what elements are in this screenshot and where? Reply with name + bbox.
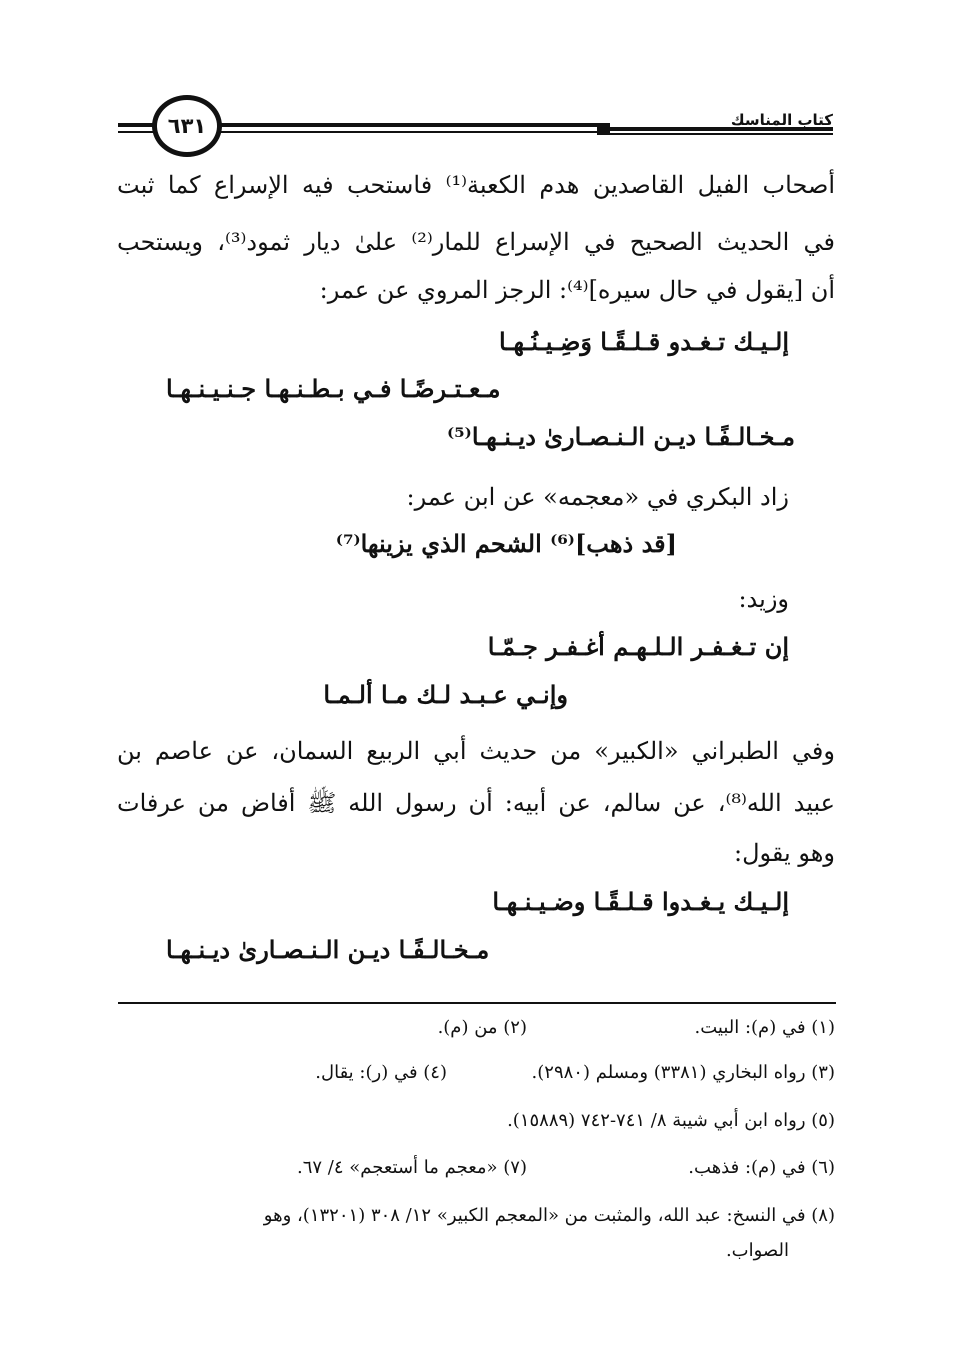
footnote: الصواب.	[725, 1240, 789, 1261]
footnote: (٣) رواه البخاري (٣٣٨١) ومسلم (٢٩٨٠).	[531, 1062, 835, 1083]
body-line: في الحديث الصحيح في الإسراع للمار⁽²⁾ علىٰ ديار ثمود⁽³⁾، ويستحب	[117, 228, 836, 256]
header-rule-right-thin	[597, 133, 833, 135]
body-line: أصحاب الفيل القاصدين هدم الكعبة⁽¹⁾ فاستحب فيه الإسراع كما ثبت	[117, 171, 835, 199]
body-line: وفي الطبراني «الكبير» من حديث أبي الربيع السمان، عن عاصم بن	[117, 737, 835, 765]
footnote: (٥) رواه ابن أبي شيبة ٨/ ٧٤١-٧٤٢ (١٥٨٨٩).	[507, 1110, 835, 1131]
page-number: ٦٣١	[167, 114, 207, 138]
footnote: (١) في (م): البيت.	[694, 1017, 835, 1038]
footnote-separator	[118, 1002, 836, 1004]
page-number-circle	[152, 95, 222, 157]
verse-line: مـخـالـفًـا ديـن الـنـصـارىٰ ديـنـهـا	[166, 935, 490, 964]
body-line: وزيد:	[738, 585, 789, 613]
footnote: (٤) في (ر): يقال.	[315, 1062, 447, 1083]
running-header-title: كتاب المناسك	[730, 111, 833, 129]
footnote: (٢) من (م).	[437, 1017, 527, 1038]
body-line: زاد البكري في «معجمه» عن ابن عمر:	[406, 483, 789, 511]
footnote: (٨) في النسخ: عبد الله، والمثبت من «المعجم الكبير» ١٢/ ٣٠٨ (١٣٢٠١)، وهو	[263, 1205, 835, 1226]
verse-line: إلـيـك يـغـدوا قـلـقًـا وضـيـنـهـا	[492, 887, 789, 916]
verse-line: إلـيـك تـغـدو قـلـقًـا وَضِـيـنُـهـا	[498, 327, 789, 356]
footnote: (٦) في (م): فذهب.	[688, 1157, 835, 1178]
body-line: وهو يقول:	[733, 839, 835, 867]
verse-line: مـخـالـفًـا ديـن الـنـصـارىٰ ديـنـهـا⁽⁵⁾	[447, 422, 795, 451]
body-line: أن [يقول في حال سيره]⁽⁴⁾: الرجز المروي عن عمر:	[319, 276, 835, 304]
verse-line: مـعـتـرضًـا فـي بـطـنـهـا جـنـيـنـهـا	[166, 374, 501, 403]
verse-line: [قد ذهب]⁽⁶⁾ الشحم الذي يزينها⁽⁷⁾	[335, 529, 677, 558]
verse-line: إن تـغـفـر الـلـهـم أغـفـر جـمّـا	[487, 632, 789, 661]
verse-line: وإنـي عـبـد لـك مـا ألـمـا	[323, 680, 568, 709]
body-line: عبيد الله⁽⁸⁾، عن سالم، عن أبيه: أن رسول الله ﷺ أفاض من عرفات	[117, 789, 836, 817]
footnote: (٧) «معجم ما أستعجم» ٤/ ٦٧.	[296, 1157, 527, 1178]
